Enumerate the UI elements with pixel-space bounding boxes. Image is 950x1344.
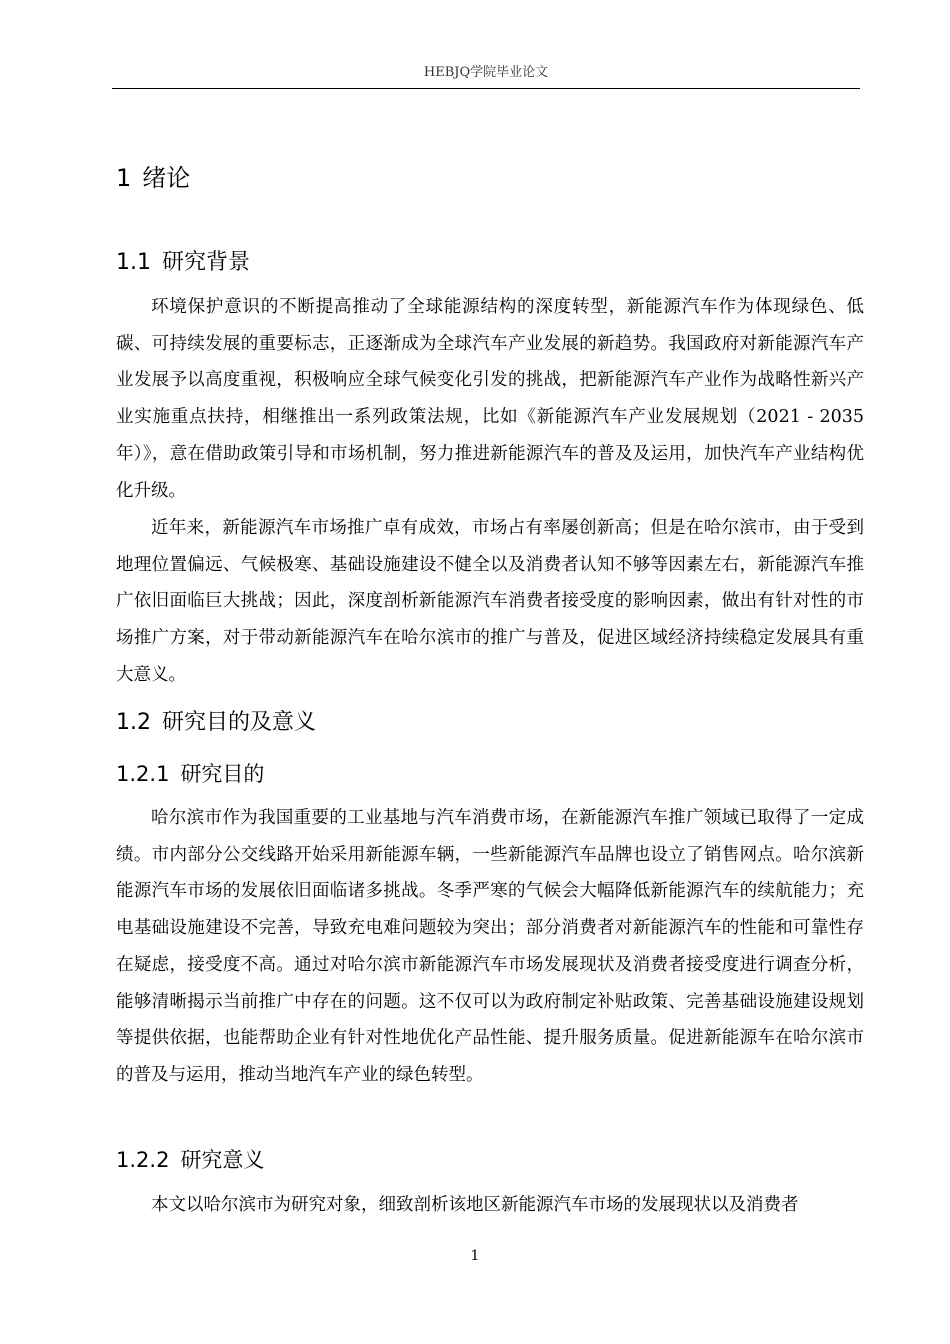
page-number: 1 [470,1248,480,1264]
subsection-number: 1.2.2 [116,1148,170,1172]
running-header: HEBJQ学院毕业论文 [423,65,549,80]
paragraph-background-1: 环境保护意识的不断提高推动了全球能源结构的深度转型，新能源汽车作为体现绿色、低碳、可持续发展的重要标志，正逐渐成为全球汽车产业发展的新趋势。我国政府对新能源汽车产业发展予以高度重视，积极响应全球气候变化引发的挑战，把新能源汽车产业作为战略性新兴产业实施重点扶持，相继推出一系列政策法规，比如《新能源汽车产业发展规划（2021 - 2035 年）》，意在借助政策引导和市场机制，努力推进新能源汽车的普及及运用，加快汽车产业结构优化升级。 [116,297,864,501]
subsection-title: 研究意义 [180,1148,265,1172]
section-number: 1.2 [116,710,151,735]
subsection-heading-1-2-2 [116,1145,264,1175]
paragraph-background-2: 近年来，新能源汽车市场推广卓有成效，市场占有率屡创新高；但是在哈尔滨市，由于受到地理位置偏远、气候极寒、基础设施建设不健全以及消费者认知不够等因素左右，新能源汽车推广依旧面临巨大挑战；因此，深度剖析新能源汽车消费者接受度的影响因素，做出有针对性的市场推广方案，对于带动新能源汽车在哈尔滨市的推广与普及，促进区域经济持续稳定发展具有重大意义。 [116,518,864,685]
paragraph-significance: 本文以哈尔滨市为研究对象，细致剖析该地区新能源汽车市场的发展现状以及消费者 [151,1195,799,1215]
section-title: 研究背景 [162,250,251,275]
chapter-number: 1 [116,164,132,192]
chapter-title: 绪论 [142,164,191,192]
subsection-title: 研究目的 [180,762,265,786]
section-heading-1-1 [116,248,250,278]
section-title: 研究目的及意义 [162,710,317,735]
subsection-heading-1-2-1 [116,759,264,789]
paragraph-purpose: 哈尔滨市作为我国重要的工业基地与汽车消费市场，在新能源汽车推广领域已取得了一定成绩。市内部分公交线路开始采用新能源车辆，一些新能源汽车品牌也设立了销售网点。哈尔滨新能源汽车市场的发展依旧面临诸多挑战。冬季严寒的气候会大幅降低新能源汽车的续航能力；充电基础设施建设不完善，导致充电难问题较为突出；部分消费者对新能源汽车的性能和可靠性存在疑虑，接受度不高。通过对哈尔滨市新能源汽车市场发展现状及消费者接受度进行调查分析，能够清晰揭示当前推广中存在的问题。这不仅可以为政府制定补贴政策、完善基础设施建设规划等提供依据，也能帮助企业有针对性地优化产品性能、提升服务质量。促进新能源车在哈尔滨市的普及与运用，推动当地汽车产业的绿色转型。 [116,808,864,1085]
section-heading-1-2 [116,708,316,738]
header-rule [112,88,860,89]
section-number: 1.1 [116,250,151,275]
chapter-heading [116,160,190,196]
subsection-number: 1.2.1 [116,762,170,786]
